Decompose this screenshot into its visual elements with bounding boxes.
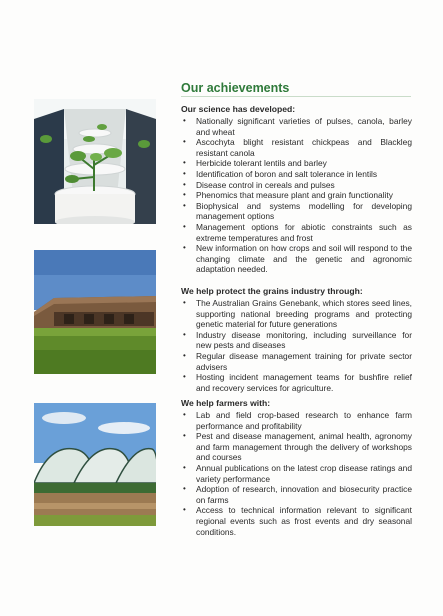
bullet-list <box>181 410 412 537</box>
list-item: • Regular disease management training for private sector advisers <box>181 351 412 372</box>
section-title: We help farmers with: <box>181 398 271 408</box>
list-item: • Pest and disease management, animal health, agronomy and farm management through the delivery of workshops and courses <box>181 431 412 463</box>
list-item: • Herbicide tolerant lentils and barley <box>181 158 412 169</box>
section-title: Our science has developed: <box>181 104 296 114</box>
bullet-list <box>181 298 412 393</box>
list-item: • Nationally significant varieties of pulses, canola, barley and wheat <box>181 116 412 137</box>
seedling-pots-photo <box>34 99 156 224</box>
list-item: • Ascochyta blight resistant chickpeas and Blackleg resistant canola <box>181 137 412 158</box>
protect-industry-section <box>181 286 412 393</box>
polytunnels-photo <box>34 403 156 526</box>
heading-underline <box>181 96 411 97</box>
page-heading: Our achievements <box>181 81 290 95</box>
list-item: • Adoption of research, innovation and biosecurity practice on farms <box>181 484 412 505</box>
list-item: • Lab and field crop-based research to enhance farm performance and profitability <box>181 410 412 431</box>
list-item: • Management options for abiotic constraints such as extreme temperatures and frost <box>181 222 412 243</box>
list-item: • Disease control in cereals and pulses <box>181 180 412 191</box>
list-item: • Biophysical and systems modelling for developing management options <box>181 201 412 222</box>
section-title: We help protect the grains industry through: <box>181 286 363 296</box>
list-item: • Identification of boron and salt tolerance in lentils <box>181 169 412 180</box>
list-item: • Annual publications on the latest crop disease ratings and variety performance <box>181 463 412 484</box>
list-item: • Hosting incident management teams for bushfire relief and recovery services for agriculture. <box>181 372 412 393</box>
bullet-list <box>181 116 412 275</box>
help-farmers-section <box>181 398 412 537</box>
genebank-building-photo <box>34 250 156 374</box>
list-item: • New information on how crops and soil will respond to the changing climate and the genetic and agronomic adaptation needed. <box>181 243 412 275</box>
list-item: • Phenomics that measure plant and grain functionality <box>181 190 412 201</box>
science-section <box>181 104 412 275</box>
list-item: • Access to technical information relevant to significant regional events such as frost events and dry seasonal conditions. <box>181 505 412 537</box>
list-item: • Industry disease monitoring, including surveillance for new pests and diseases <box>181 330 412 351</box>
list-item: • The Australian Grains Genebank, which stores seed lines, supporting national breeding programs and protecting genetic material for future generations <box>181 298 412 330</box>
